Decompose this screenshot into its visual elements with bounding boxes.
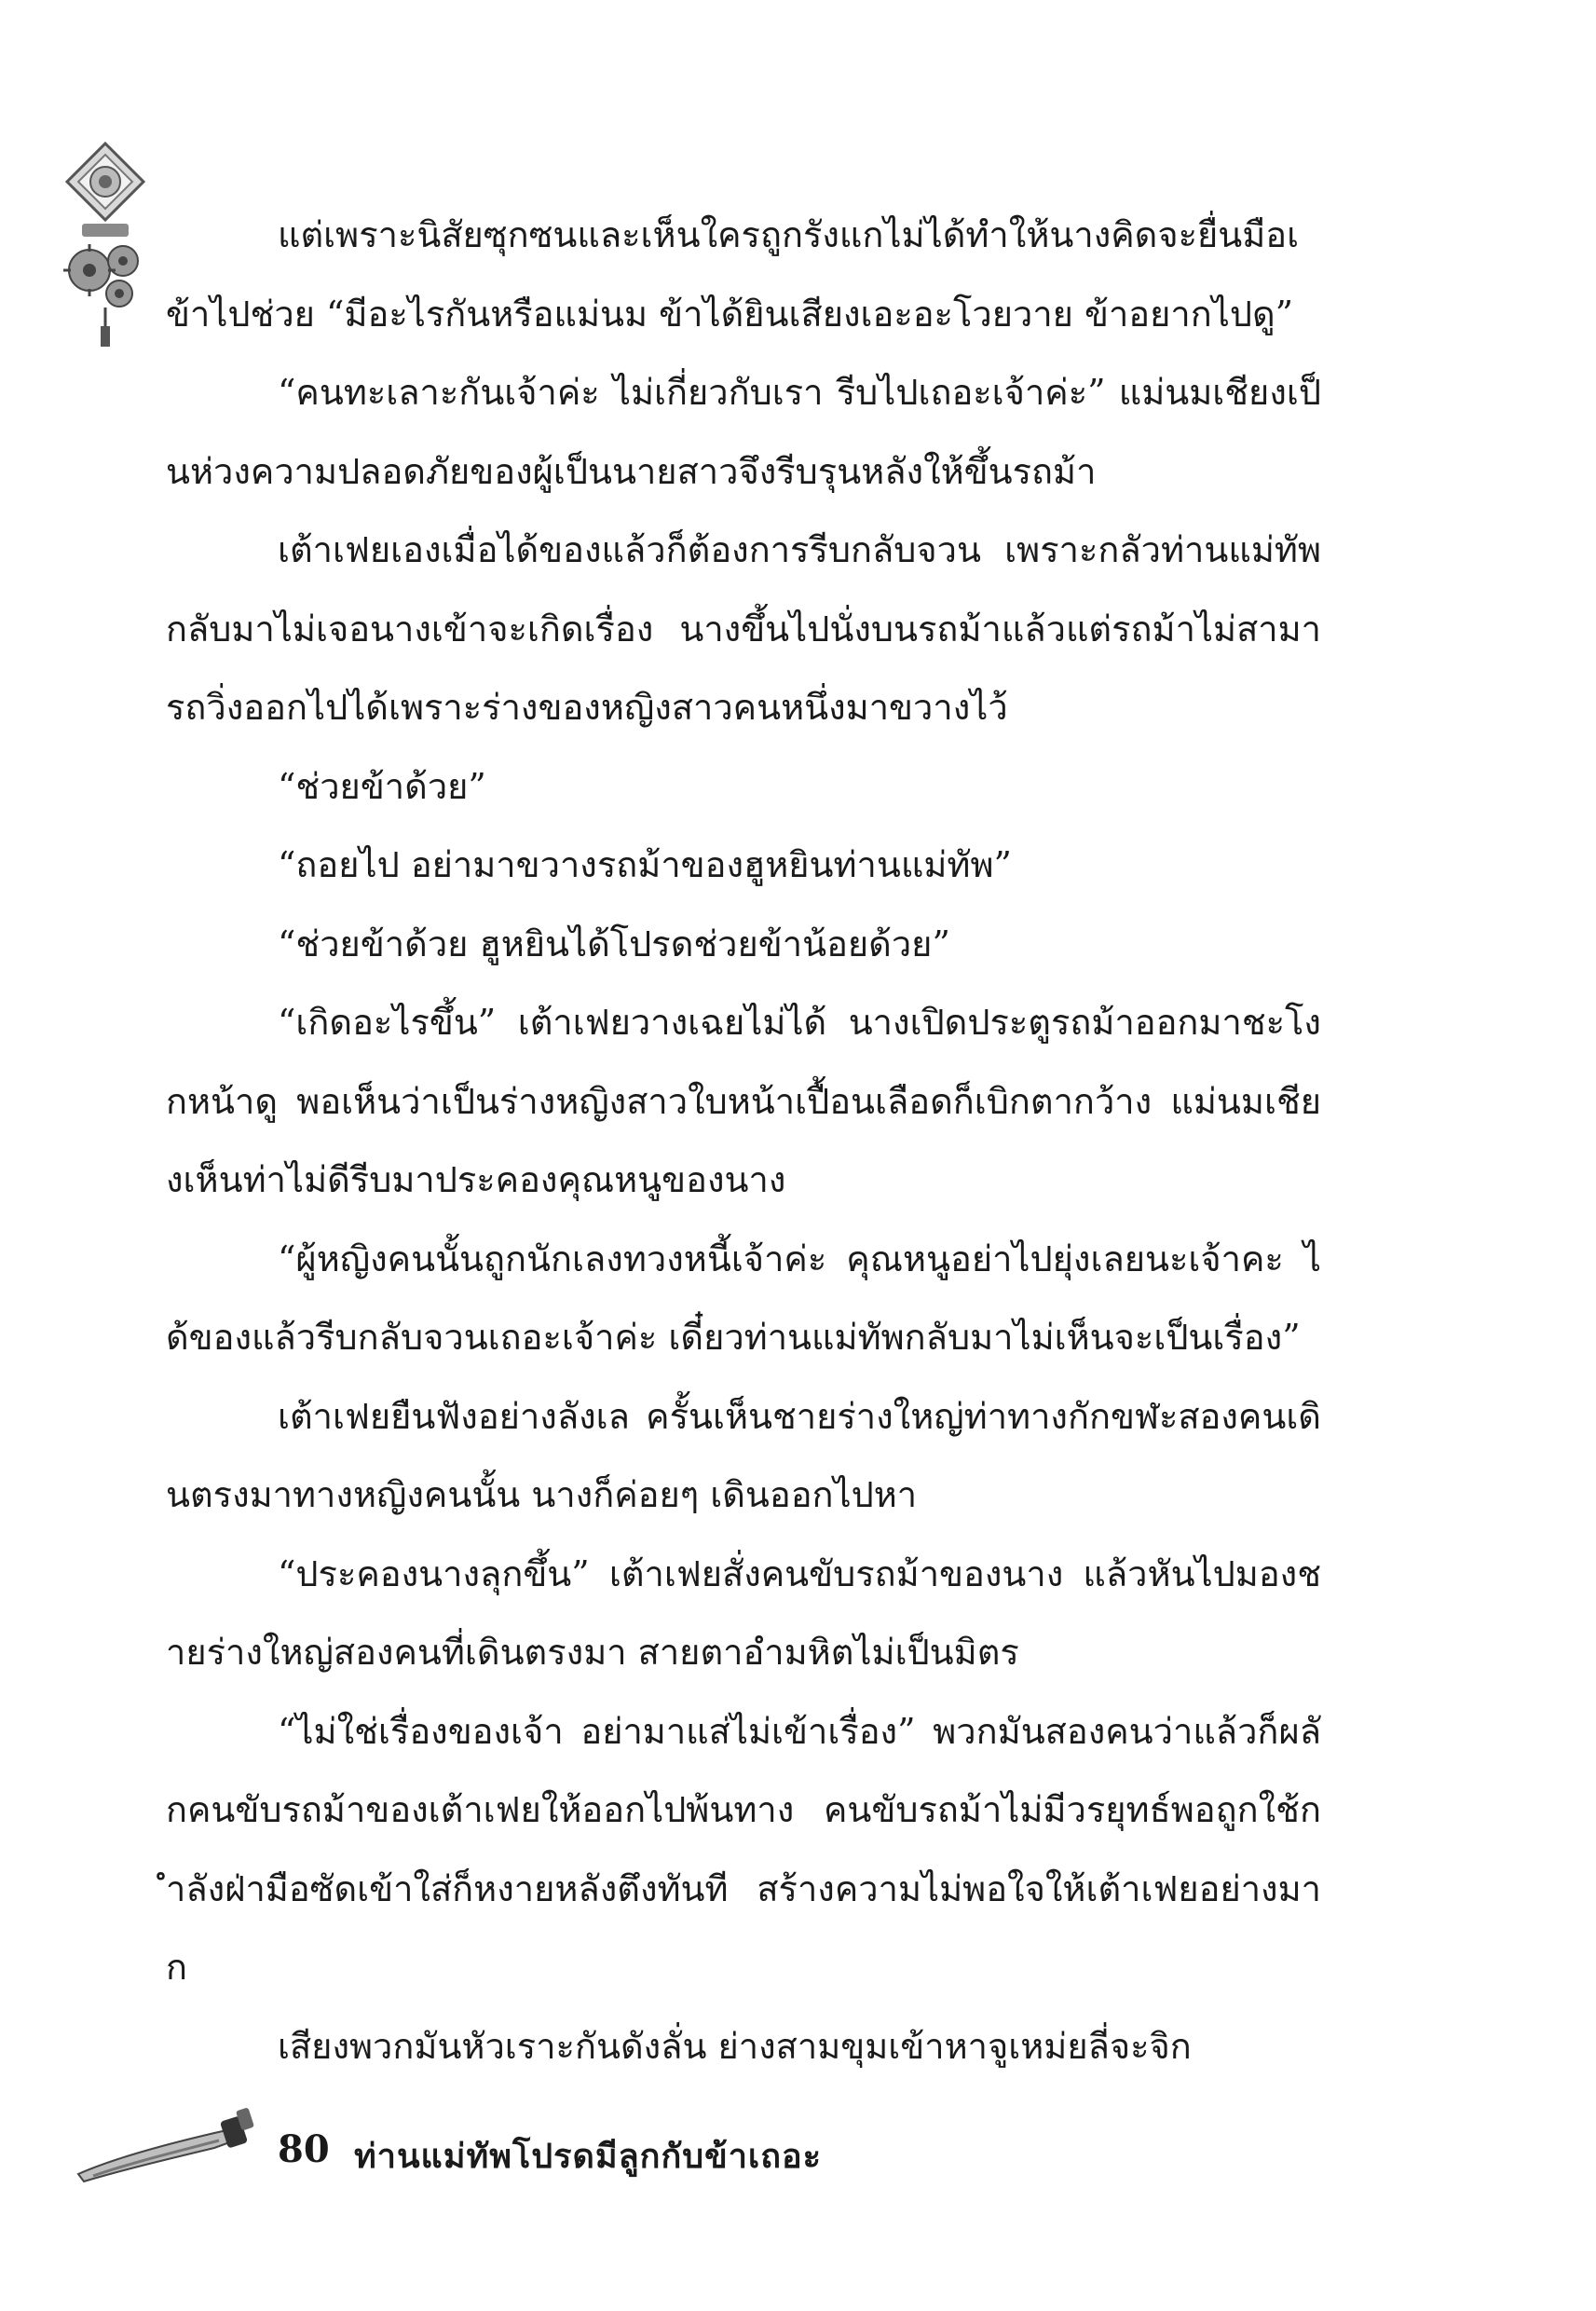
paragraph: “ช่วยข้าด้วย ฮูหยินได้โปรดช่วยข้าน้อยด้วย” [278,923,950,964]
book-title: ท่านแม่ทัพโปรดมีลูกกับข้าเถอะ [354,2138,822,2176]
paragraph: “ไม่ใช่เรื่องของเจ้า อย่ามาแส่ไม่เข้าเรื่อง” พวกมันสองคนว่าแล้วก็ผลักคนขับรถม้าของเต้าเฟยให้ออกไปพ้นทาง คนขับรถม้าไม่มีวรยุทธ์พอถูกใช้กำลังฝ่ามือซัดเข้าใส่ก็หงายหลังตึงทันที สร้างความไม่พอใจให้เต้าเฟยอย่างมาก [166,1710,1321,1988]
paragraph: แต่เพราะนิสัยซุกซนและเห็นใครถูกรังแกไม่ได้ทำให้นางคิดจะยื่นมือเข้าไปช่วย “มีอะไรกันหรือแม่นม ข้าได้ยินเสียงเอะอะโวยวาย ข้าอยากไปดู” [166,214,1300,335]
paragraph: เต้าเฟยเองเมื่อได้ของแล้วก็ต้องการรีบกลับจวน เพราะกลัวท่านแม่ทัพกลับมาไม่เจอนางเข้าจะเกิดเรื่อง นางขึ้นไปนั่งบนรถม้าแล้วแต่รถม้าไม่สามารถวิ่งออกไปได้เพราะร่างของหญิงสาวคนหนึ่งมาขวางไว้ [166,529,1321,728]
brush-icon [75,2101,261,2185]
paragraph: เสียงพวกมันหัวเราะกันดังลั่น ย่างสามขุมเข้าหาจูเหม่ยลี่จะจิก [278,2025,1192,2067]
paragraph: “ช่วยข้าด้วย” [278,765,486,807]
body-text [166,196,1321,2085]
paragraph: “ผู้หญิงคนนั้นถูกนักเลงทวงหนี้เจ้าค่ะ คุณหนูอย่าไปยุ่งเลยนะเจ้าคะ ได้ของแล้วรีบกลับจวนเถอะเจ้าค่ะ เดี๋ยวท่านแม่ทัพกลับมาไม่เห็นจะเป็นเรื่อง” [166,1238,1321,1358]
page-number: 80 [278,2127,330,2171]
paragraph: “ถอยไป อย่ามาขวางรถม้าของฮูหยินท่านแม่ทัพ” [278,844,1012,885]
paragraph: เต้าเฟยยืนฟังอย่างลังเล ครั้นเห็นชายร่างใหญ่ท่าทางกักขฬะสองคนเดินตรงมาทางหญิงคนนั้น นางก็ค่อยๆ เดินออกไปหา [166,1395,1321,1515]
page-footer [75,2101,913,2204]
paragraph: “คนทะเลาะกันเจ้าค่ะ ไม่เกี่ยวกับเรา รีบไปเถอะเจ้าค่ะ” แม่นมเชียงเป็นห่วงความปลอดภัยของผู้เป็นนายสาวจึงรีบรุนหลังให้ขึ้นรถม้า [166,372,1321,492]
ornamental-emblem-icon [54,140,157,354]
paragraph: “เกิดอะไรขึ้น” เต้าเฟยวางเฉยไม่ได้ นางเปิดประตูรถม้าออกมาชะโงกหน้าดู พอเห็นว่าเป็นร่างหญิงสาวใบหน้าเปื้อนเลือดก็เบิกตากว้าง แม่นมเชียงเห็นท่าไม่ดีรีบมาประคองคุณหนูของนาง [166,1002,1321,1200]
paragraph: “ประคองนางลุกขึ้น” เต้าเฟยสั่งคนขับรถม้าของนาง แล้วหันไปมองชายร่างใหญ่สองคนที่เดินตรงมา สายตาอำมหิตไม่เป็นมิตร [166,1552,1321,1673]
